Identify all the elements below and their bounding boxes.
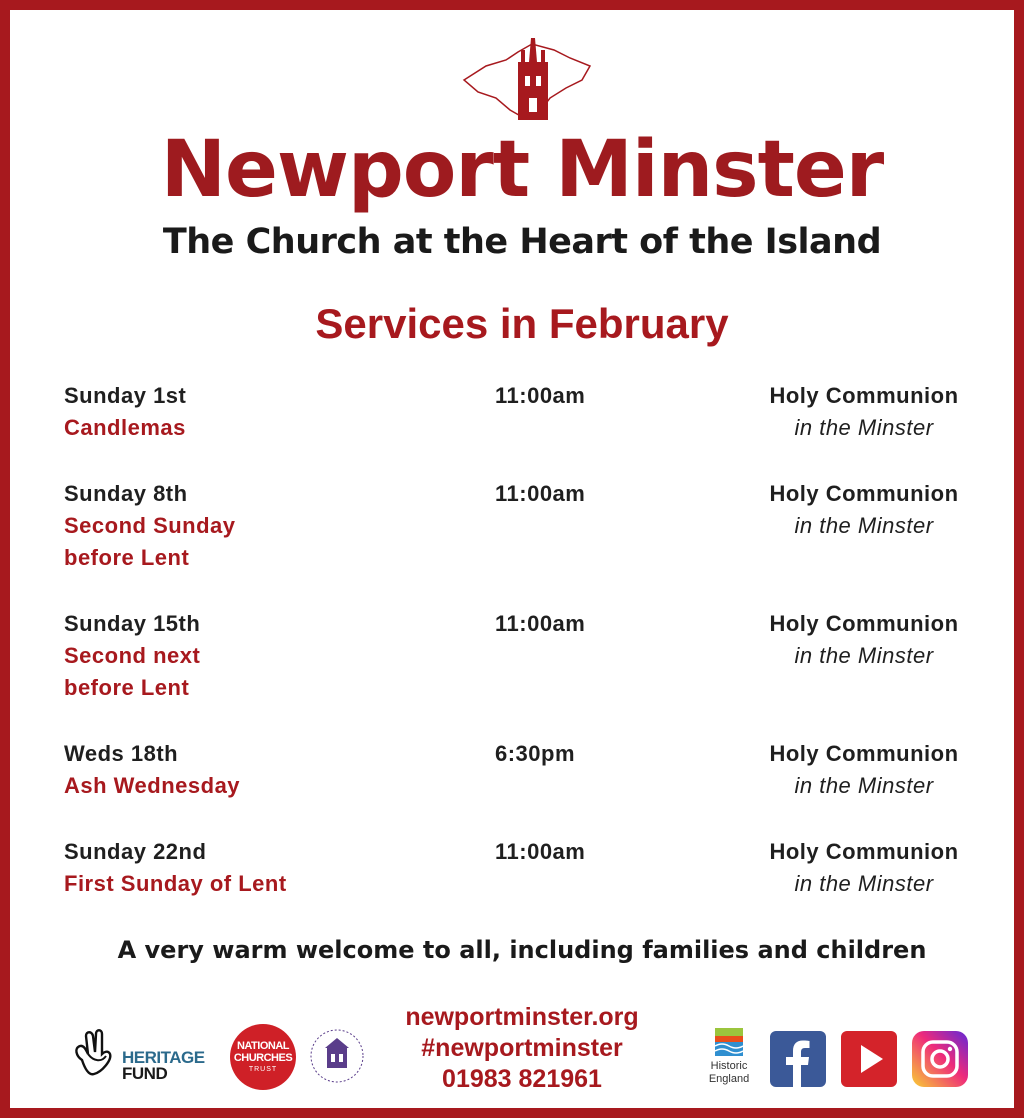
- historic-england-icon: [715, 1028, 743, 1056]
- service-location: in the Minster: [794, 773, 934, 798]
- service-day: Sunday 1st: [64, 383, 187, 408]
- hampshire-churches-trust-logo: [309, 1026, 365, 1086]
- service-location: in the Minster: [794, 513, 934, 538]
- service-day: Sunday 22nd: [64, 839, 207, 864]
- nct-text: [230, 1040, 296, 1064]
- national-churches-trust-logo: [230, 1024, 296, 1090]
- nct-line1: NATIONAL: [236, 1040, 289, 1052]
- heritage-fund-line1: HERITAGE: [122, 1048, 205, 1067]
- service-type: Holy Communion: [769, 839, 959, 864]
- nct-line3: TRUST: [248, 1066, 278, 1073]
- service-type: Holy Communion: [769, 611, 959, 636]
- service-time: 11:00am: [495, 481, 586, 506]
- service-day: Sunday 15th: [64, 611, 201, 636]
- historic-england-line2: England: [708, 1073, 750, 1085]
- service-location: in the Minster: [794, 871, 934, 896]
- service-type: Holy Communion: [769, 383, 959, 408]
- service-time: 11:00am: [495, 383, 586, 408]
- heritage-fund-hand-icon: [72, 1026, 120, 1086]
- contact-block: [372, 1002, 672, 1095]
- welcome-message: A very warm welcome to all, including families and children: [117, 936, 927, 964]
- service-location: in the Minster: [794, 643, 934, 668]
- youtube-icon[interactable]: [841, 1031, 897, 1087]
- service-occasion: Second Sunday before Lent: [64, 513, 236, 570]
- service-time: 11:00am: [495, 839, 586, 864]
- service-time: 11:00am: [495, 611, 586, 636]
- services-heading: Services in February: [315, 300, 729, 347]
- page-subtitle: The Church at the Heart of the Island: [162, 222, 882, 262]
- service-location: in the Minster: [794, 415, 934, 440]
- service-time: 6:30pm: [495, 741, 576, 766]
- service-occasion: Second next before Lent: [64, 643, 201, 700]
- instagram-icon[interactable]: [912, 1031, 968, 1087]
- heritage-fund-line2: FUND: [122, 1064, 168, 1083]
- instagram-glyph: [912, 1031, 968, 1087]
- service-day: Weds 18th: [64, 741, 179, 766]
- page-title: Newport Minster: [160, 125, 884, 215]
- historic-england-text: [705, 1060, 753, 1086]
- historic-england-line1: Historic: [710, 1060, 748, 1072]
- facebook-glyph: [770, 1031, 826, 1087]
- historic-england-logo: [705, 1028, 753, 1092]
- service-day: Sunday 8th: [64, 481, 188, 506]
- church-tower-logo: [458, 36, 598, 126]
- facebook-icon[interactable]: [770, 1031, 826, 1087]
- heritage-fund-text: [122, 1050, 205, 1082]
- hashtag: #newportminster: [421, 1034, 623, 1062]
- heritage-fund-logo: [72, 1026, 222, 1086]
- youtube-glyph: [841, 1031, 897, 1087]
- phone-number: 01983 821961: [442, 1065, 602, 1093]
- service-occasion: First Sunday of Lent: [64, 871, 287, 896]
- nct-line2: CHURCHES: [233, 1052, 293, 1064]
- service-occasion: Candlemas: [64, 415, 186, 440]
- service-type: Holy Communion: [769, 741, 959, 766]
- service-occasion: Ash Wednesday: [64, 773, 241, 798]
- website-link[interactable]: newportminster.org: [405, 1003, 639, 1031]
- service-type: Holy Communion: [769, 481, 959, 506]
